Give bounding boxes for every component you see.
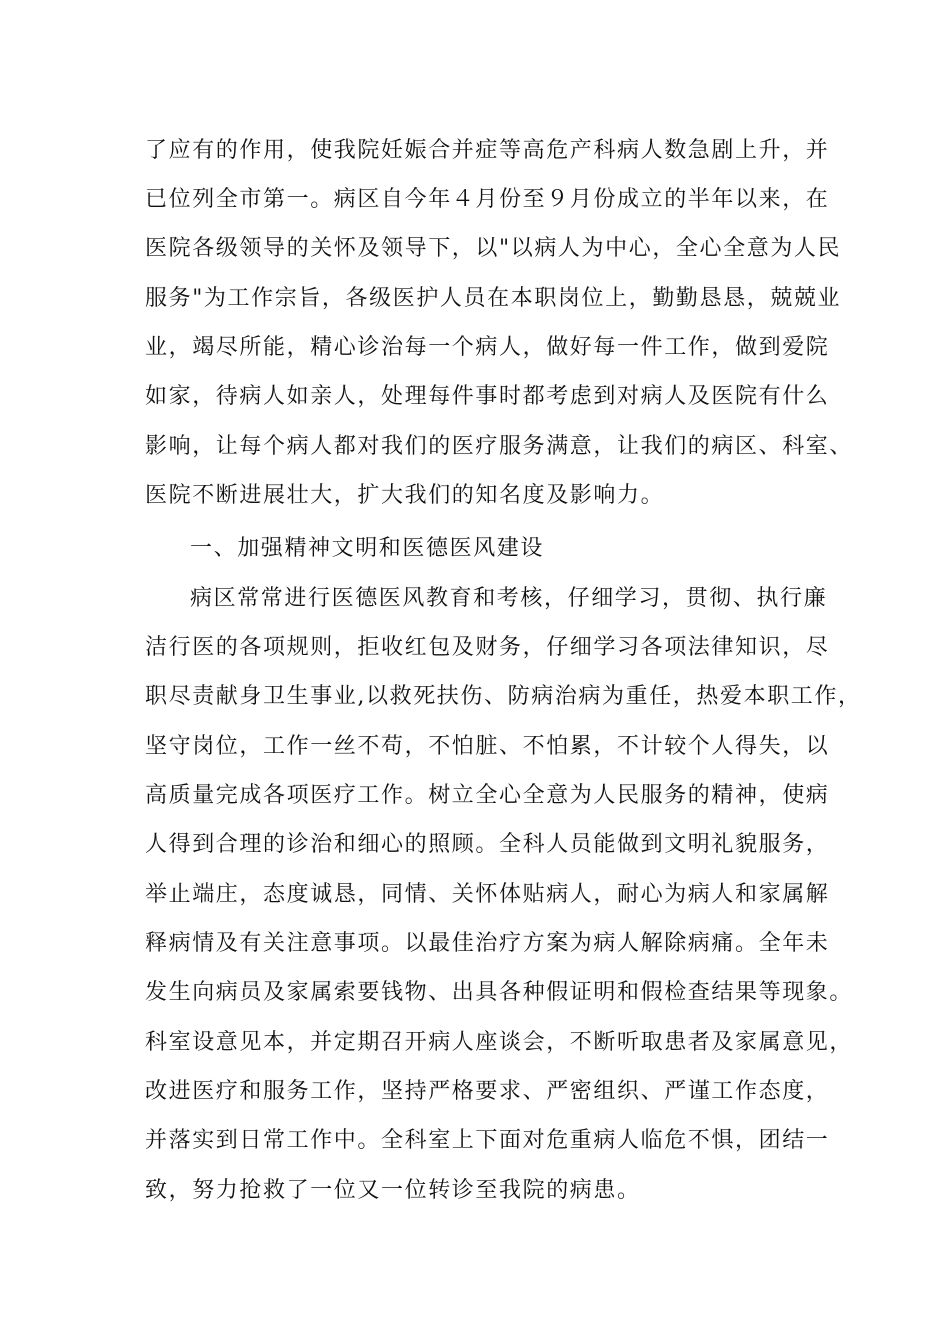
text-line: 致，努力抢救了一位又一位转诊至我院的病患。 xyxy=(145,1178,641,1203)
text-line: 影响，让每个病人都对我们的医疗服务满意，让我们的病区、科室、 xyxy=(145,434,854,459)
text-line: 已位列全市第一。病区自今年４月份至９月份成立的半年以来，在 xyxy=(145,187,830,212)
section-heading: 一、加强精神文明和医德医风建设 xyxy=(190,536,545,561)
text-line: 洁行医的各项规则，拒收红包及财务，仔细学习各项法律知识，尽 xyxy=(145,635,830,660)
text-line: 医院各级领导的关怀及领导下，以"以病人为中心，全心全意为人民 xyxy=(145,236,842,261)
text-line: 发生向病员及家属索要钱物、出具各种假证明和假检查结果等现象。 xyxy=(145,980,854,1005)
text-line: 服务"为工作宗旨，各级医护人员在本职岗位上，勤勤恳恳，兢兢业 xyxy=(145,286,842,311)
text-line: 业，竭尽所能，精心诊治每一个病人，做好每一件工作，做到爱院 xyxy=(145,335,830,360)
text-line: 释病情及有关注意事项。以最佳治疗方案为病人解除病痛。全年未 xyxy=(145,931,830,956)
text-line: 了应有的作用，使我院妊娠合并症等高危产科病人数急剧上升，并 xyxy=(145,138,830,163)
paragraph-first-line: 病区常常进行医德医风教育和考核，仔细学习，贯彻、执行廉 xyxy=(190,586,828,611)
text-line: 举止端庄，态度诚恳，同情、关怀体贴病人，耐心为病人和家属解 xyxy=(145,882,830,907)
text-line: 坚守岗位，工作一丝不苟，不怕脏、不怕累，不计较个人得失，以 xyxy=(145,734,830,759)
text-line: 并落实到日常工作中。全科室上下面对危重病人临危不惧，团结一 xyxy=(145,1128,830,1153)
text-line: 高质量完成各项医疗工作。树立全心全意为人民服务的精神，使病 xyxy=(145,783,830,808)
text-line: 改进医疗和服务工作，坚持严格要求、严密组织、严谨工作态度， xyxy=(145,1079,830,1104)
text-line: 医院不断进展壮大，扩大我们的知名度及影响力。 xyxy=(145,483,665,508)
text-line: 职尽责献身卫生事业,以救死扶伤、防病治病为重任，热爱本职工作， xyxy=(145,684,862,709)
text-line: 科室设意见本，并定期召开病人座谈会，不断听取患者及家属意见， xyxy=(145,1030,854,1055)
text-line: 如家，待病人如亲人，处理每件事时都考虑到对病人及医院有什么 xyxy=(145,384,830,409)
text-line: 人得到合理的诊治和细心的照顾。全科人员能做到文明礼貌服务， xyxy=(145,832,830,857)
